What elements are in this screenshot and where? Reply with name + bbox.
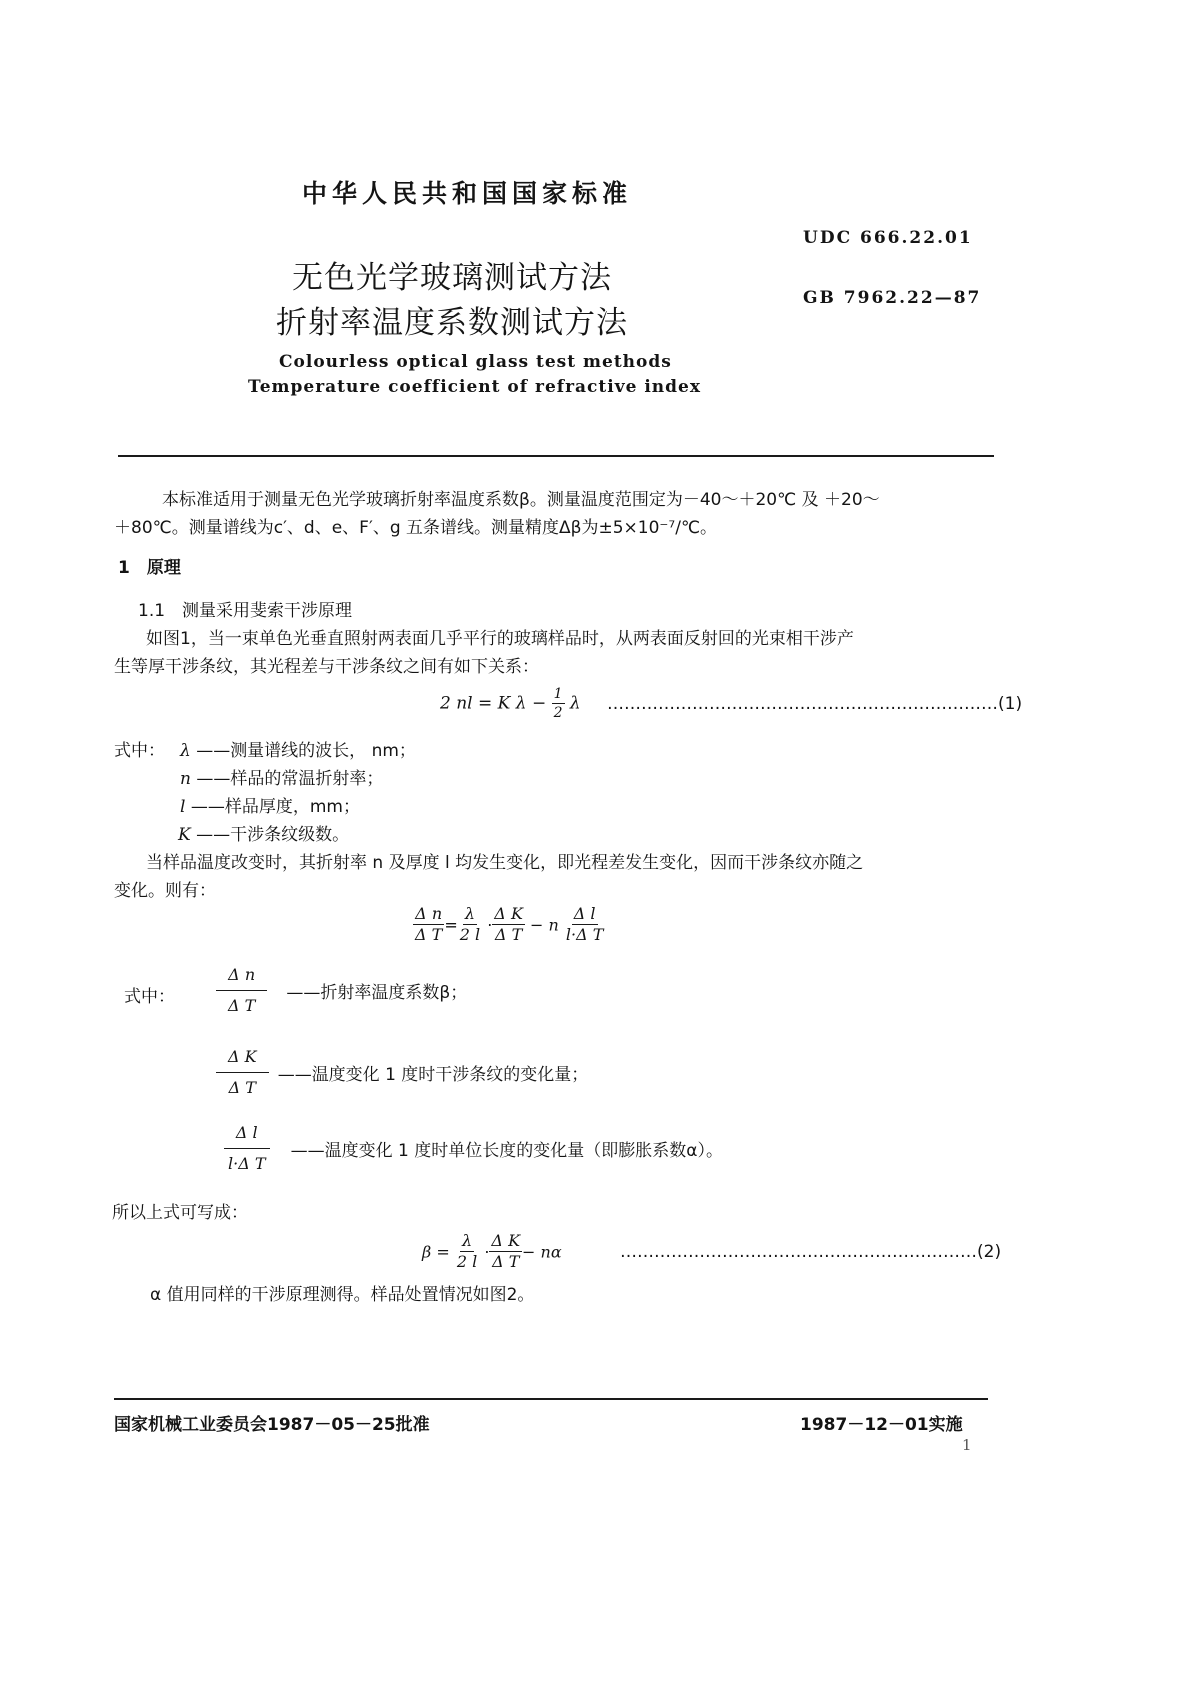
definition: ——温度变化 1 度时干涉条纹的变化量； <box>277 1065 589 1086</box>
fraction-lambda-2l <box>455 1232 479 1272</box>
paragraph-2-line-1: 当样品温度改变时，其折射率 n 及厚度 l 均发生变化，即光程差发生变化，因而干涉条纹亦随之 <box>146 853 864 873</box>
equation-2 <box>422 1232 562 1272</box>
header-rule <box>118 455 994 457</box>
fraction-numerator: Δ l <box>224 1124 270 1149</box>
equation-main <box>413 905 605 945</box>
where-fraction-item-2 <box>216 1048 588 1098</box>
fraction-denominator: l·Δ T <box>565 925 604 945</box>
paragraph-1-line-1: 如图1，当一束单色光垂直照射两表面几乎平行的玻璃样品时，从两表面反射回的光束相干涉产 <box>146 629 854 649</box>
equation-2-number: ………………………………………………………(2) <box>620 1242 1002 1262</box>
alpha-note: α 值用同样的干涉原理测得。样品处置情况如图2。 <box>150 1285 535 1305</box>
fraction <box>216 1124 278 1174</box>
definition: ——样品厚度，mm； <box>190 797 360 817</box>
equals-sign: = <box>444 915 458 935</box>
fraction-denominator: 2 l <box>456 1252 478 1272</box>
equation-1-number: ……………………………………………………………(1) <box>607 694 1023 714</box>
beta-equals: β = <box>422 1242 450 1262</box>
equation-1-tail: λ <box>569 693 581 714</box>
fraction-numerator: Δ n <box>216 966 267 991</box>
fraction-numerator: Δ K <box>492 905 525 925</box>
fraction-numerator: λ <box>460 1232 474 1252</box>
equation-1-fraction <box>552 686 565 721</box>
fraction-denominator: 2 l <box>459 925 481 945</box>
fraction-denominator: l·Δ T <box>228 1154 266 1174</box>
fraction-numerator: Δ n <box>413 905 444 925</box>
title-zh-line1: 无色光学玻璃测试方法 <box>292 260 612 296</box>
effective-date: 1987－12－01实施 <box>800 1415 963 1435</box>
dot-operator: · <box>484 1242 490 1262</box>
dot-operator: · <box>487 915 493 935</box>
fraction-dn-dt <box>413 905 444 945</box>
where-fraction-item-1 <box>216 966 467 1016</box>
udc-code: UDC 666.22.01 <box>803 228 973 248</box>
fraction-dk-dt <box>489 1232 522 1272</box>
fraction-denominator: Δ T <box>415 925 443 945</box>
symbol: K <box>178 825 191 845</box>
where-label-1: 式中： <box>114 741 165 761</box>
fraction-dk-dt <box>492 905 525 945</box>
symbol: λ <box>180 741 191 761</box>
paragraph-1-line-2: 生等厚干涉条纹，其光程差与干涉条纹之间有如下关系： <box>114 657 539 677</box>
title-en-line2: Temperature coefficient of refractive index <box>248 377 701 397</box>
intro-line-1: 本标准适用于测量无色光学玻璃折射率温度系数β。测量温度范围定为－40～＋20℃ 及 ＋20～ <box>162 490 880 510</box>
fraction-numerator: Δ K <box>216 1048 269 1073</box>
definition: ——干涉条纹级数。 <box>196 825 350 845</box>
so-text: 所以上式可写成： <box>112 1203 248 1223</box>
section-1-1-heading: 1.1 测量采用斐索干涉原理 <box>138 601 353 621</box>
fraction-numerator: Δ K <box>489 1232 522 1252</box>
equation-1-lhs: 2 nl = K λ − <box>440 693 547 714</box>
minus-n: − n <box>529 915 559 935</box>
section-1-heading: 1 原理 <box>118 558 181 578</box>
title-zh-line2: 折射率温度系数测试方法 <box>276 305 628 341</box>
approval-date: 国家机械工业委员会1987－05－25批准 <box>114 1415 430 1435</box>
where-fraction-item-3 <box>216 1124 723 1174</box>
symbol: n <box>180 769 191 789</box>
gb-code: GB 7962.22—87 <box>803 288 982 308</box>
page-number: 1 <box>962 1436 972 1454</box>
fraction-dl-ldt <box>564 905 606 945</box>
definition: ——测量谱线的波长， nm； <box>196 741 416 761</box>
national-standard-heading: 中华人民共和国国家标准 <box>302 179 633 208</box>
fraction <box>216 1048 269 1098</box>
fraction-numerator: Δ l <box>572 905 598 925</box>
intro-line-2: ＋80℃。测量谱线为c′、d、e、F′、g 五条谱线。测量精度Δβ为±5×10⁻⁷/℃。 <box>114 518 718 538</box>
paragraph-2-line-2: 变化。则有： <box>114 881 216 901</box>
definition: ——温度变化 1 度时单位长度的变化量（即膨胀系数α）。 <box>290 1141 723 1162</box>
title-en-line1: Colourless optical glass test methods <box>279 352 672 372</box>
fraction-lambda-2l <box>458 905 482 945</box>
footer-rule <box>114 1398 988 1400</box>
where-item-lambda <box>180 736 416 761</box>
fraction-numerator: λ <box>463 905 477 925</box>
definition: ——折射率温度系数β； <box>286 983 468 1004</box>
where-item-l <box>180 792 360 817</box>
fraction-denominator: Δ T <box>494 925 523 945</box>
fraction-denominator: 2 <box>553 705 563 722</box>
fraction-numerator: 1 <box>552 686 565 704</box>
definition: ——样品的常温折射率； <box>196 769 384 789</box>
equation-1 <box>440 686 581 721</box>
equation-2-tail: − nα <box>522 1242 562 1262</box>
fraction-denominator: Δ T <box>492 1252 520 1272</box>
fraction-denominator: Δ T <box>228 996 256 1016</box>
symbol: l <box>180 797 186 817</box>
where-item-k <box>178 820 349 845</box>
where-item-n <box>180 764 383 789</box>
where-label-2: 式中： <box>124 987 175 1007</box>
fraction <box>216 966 267 1016</box>
fraction-denominator: Δ T <box>228 1078 256 1098</box>
